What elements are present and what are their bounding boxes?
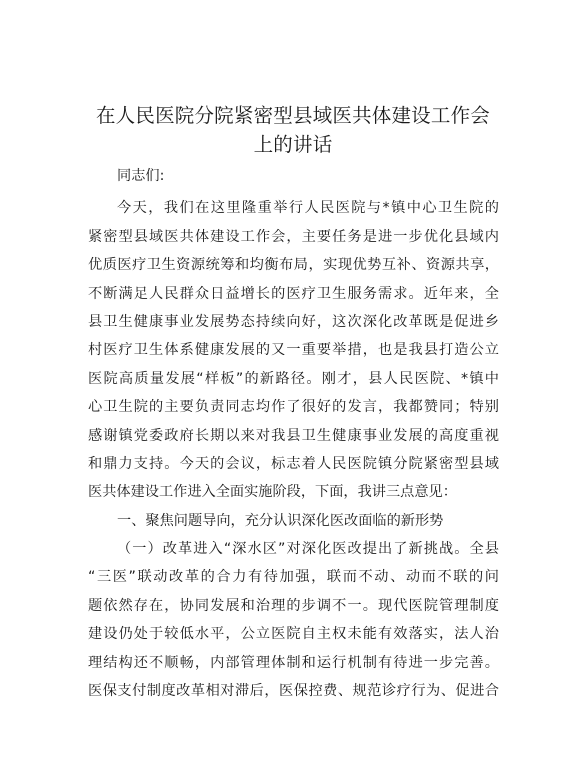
- paragraph-line: 感谢镇党委政府长期以来对我县卫生健康事业发展的高度重视: [88, 427, 499, 444]
- document-title: [60, 101, 526, 159]
- paragraph-line: 村医疗卫生体系健康发展的又一重要举措，也是我县打造公立: [88, 342, 499, 359]
- title-line-1: 在人民医院分院紧密型县域医共体建设工作会: [95, 104, 490, 127]
- paragraph-line: 医院高质量发展“样板”的新路径。刚才，县人民医院、*镇中: [88, 370, 499, 387]
- paragraph-line: “三医”联动改革的合力有待加强，联而不动、动而不联的问: [88, 569, 499, 586]
- paragraph-2: [88, 535, 499, 705]
- paragraph-line: 医保支付制度改革相对滞后，医保控费、规范诊疗行为、促进合: [88, 683, 499, 700]
- paragraph-line: 心卫生院的主要负责同志均作了很好的发言，我都赞同；特别: [88, 399, 499, 416]
- paragraph-line: 题依然存在，协同发展和治理的步调不一。现代医院管理制度: [88, 597, 499, 614]
- paragraph-1: [88, 194, 499, 506]
- paragraph-line: 不断满足人民群众日益增长的医疗卫生服务需求。近年来，全: [88, 285, 499, 302]
- paragraph-line: 和鼎力支持。今天的会议，标志着人民医院镇分院紧密型县域: [88, 455, 499, 472]
- paragraph-line: 县卫生健康事业发展势态持续向好，这次深化改革既是促进乡: [88, 313, 499, 330]
- paragraph-line: （一）改革进入“深水区”对深化医改提出了新挑战。全县: [117, 541, 499, 558]
- section-heading: 一、聚焦问题导向，充分认识深化医改面临的新形势: [117, 512, 444, 529]
- paragraph-line: 医共体建设工作进入全面实施阶段，下面，我讲三点意见：: [88, 484, 457, 501]
- greeting: 同志们:: [117, 168, 165, 184]
- paragraph-line: 理结构还不顺畅，内部管理体制和运行机制有待进一步完善。: [88, 654, 499, 671]
- paragraph-line: 紧密型县域医共体建设工作会，主要任务是进一步优化县域内: [88, 228, 499, 245]
- paragraph-line: 建设仍处于较低水平，公立医院自主权未能有效落实，法人治: [88, 626, 499, 643]
- title-line-2: 上的讲话: [253, 133, 333, 156]
- document-body: [88, 162, 499, 705]
- paragraph-line: 今天，我们在这里隆重举行人民医院与*镇中心卫生院的: [117, 200, 499, 217]
- paragraph-line: 优质医疗卫生资源统筹和均衡布局，实现优势互补、资源共享，: [88, 257, 499, 274]
